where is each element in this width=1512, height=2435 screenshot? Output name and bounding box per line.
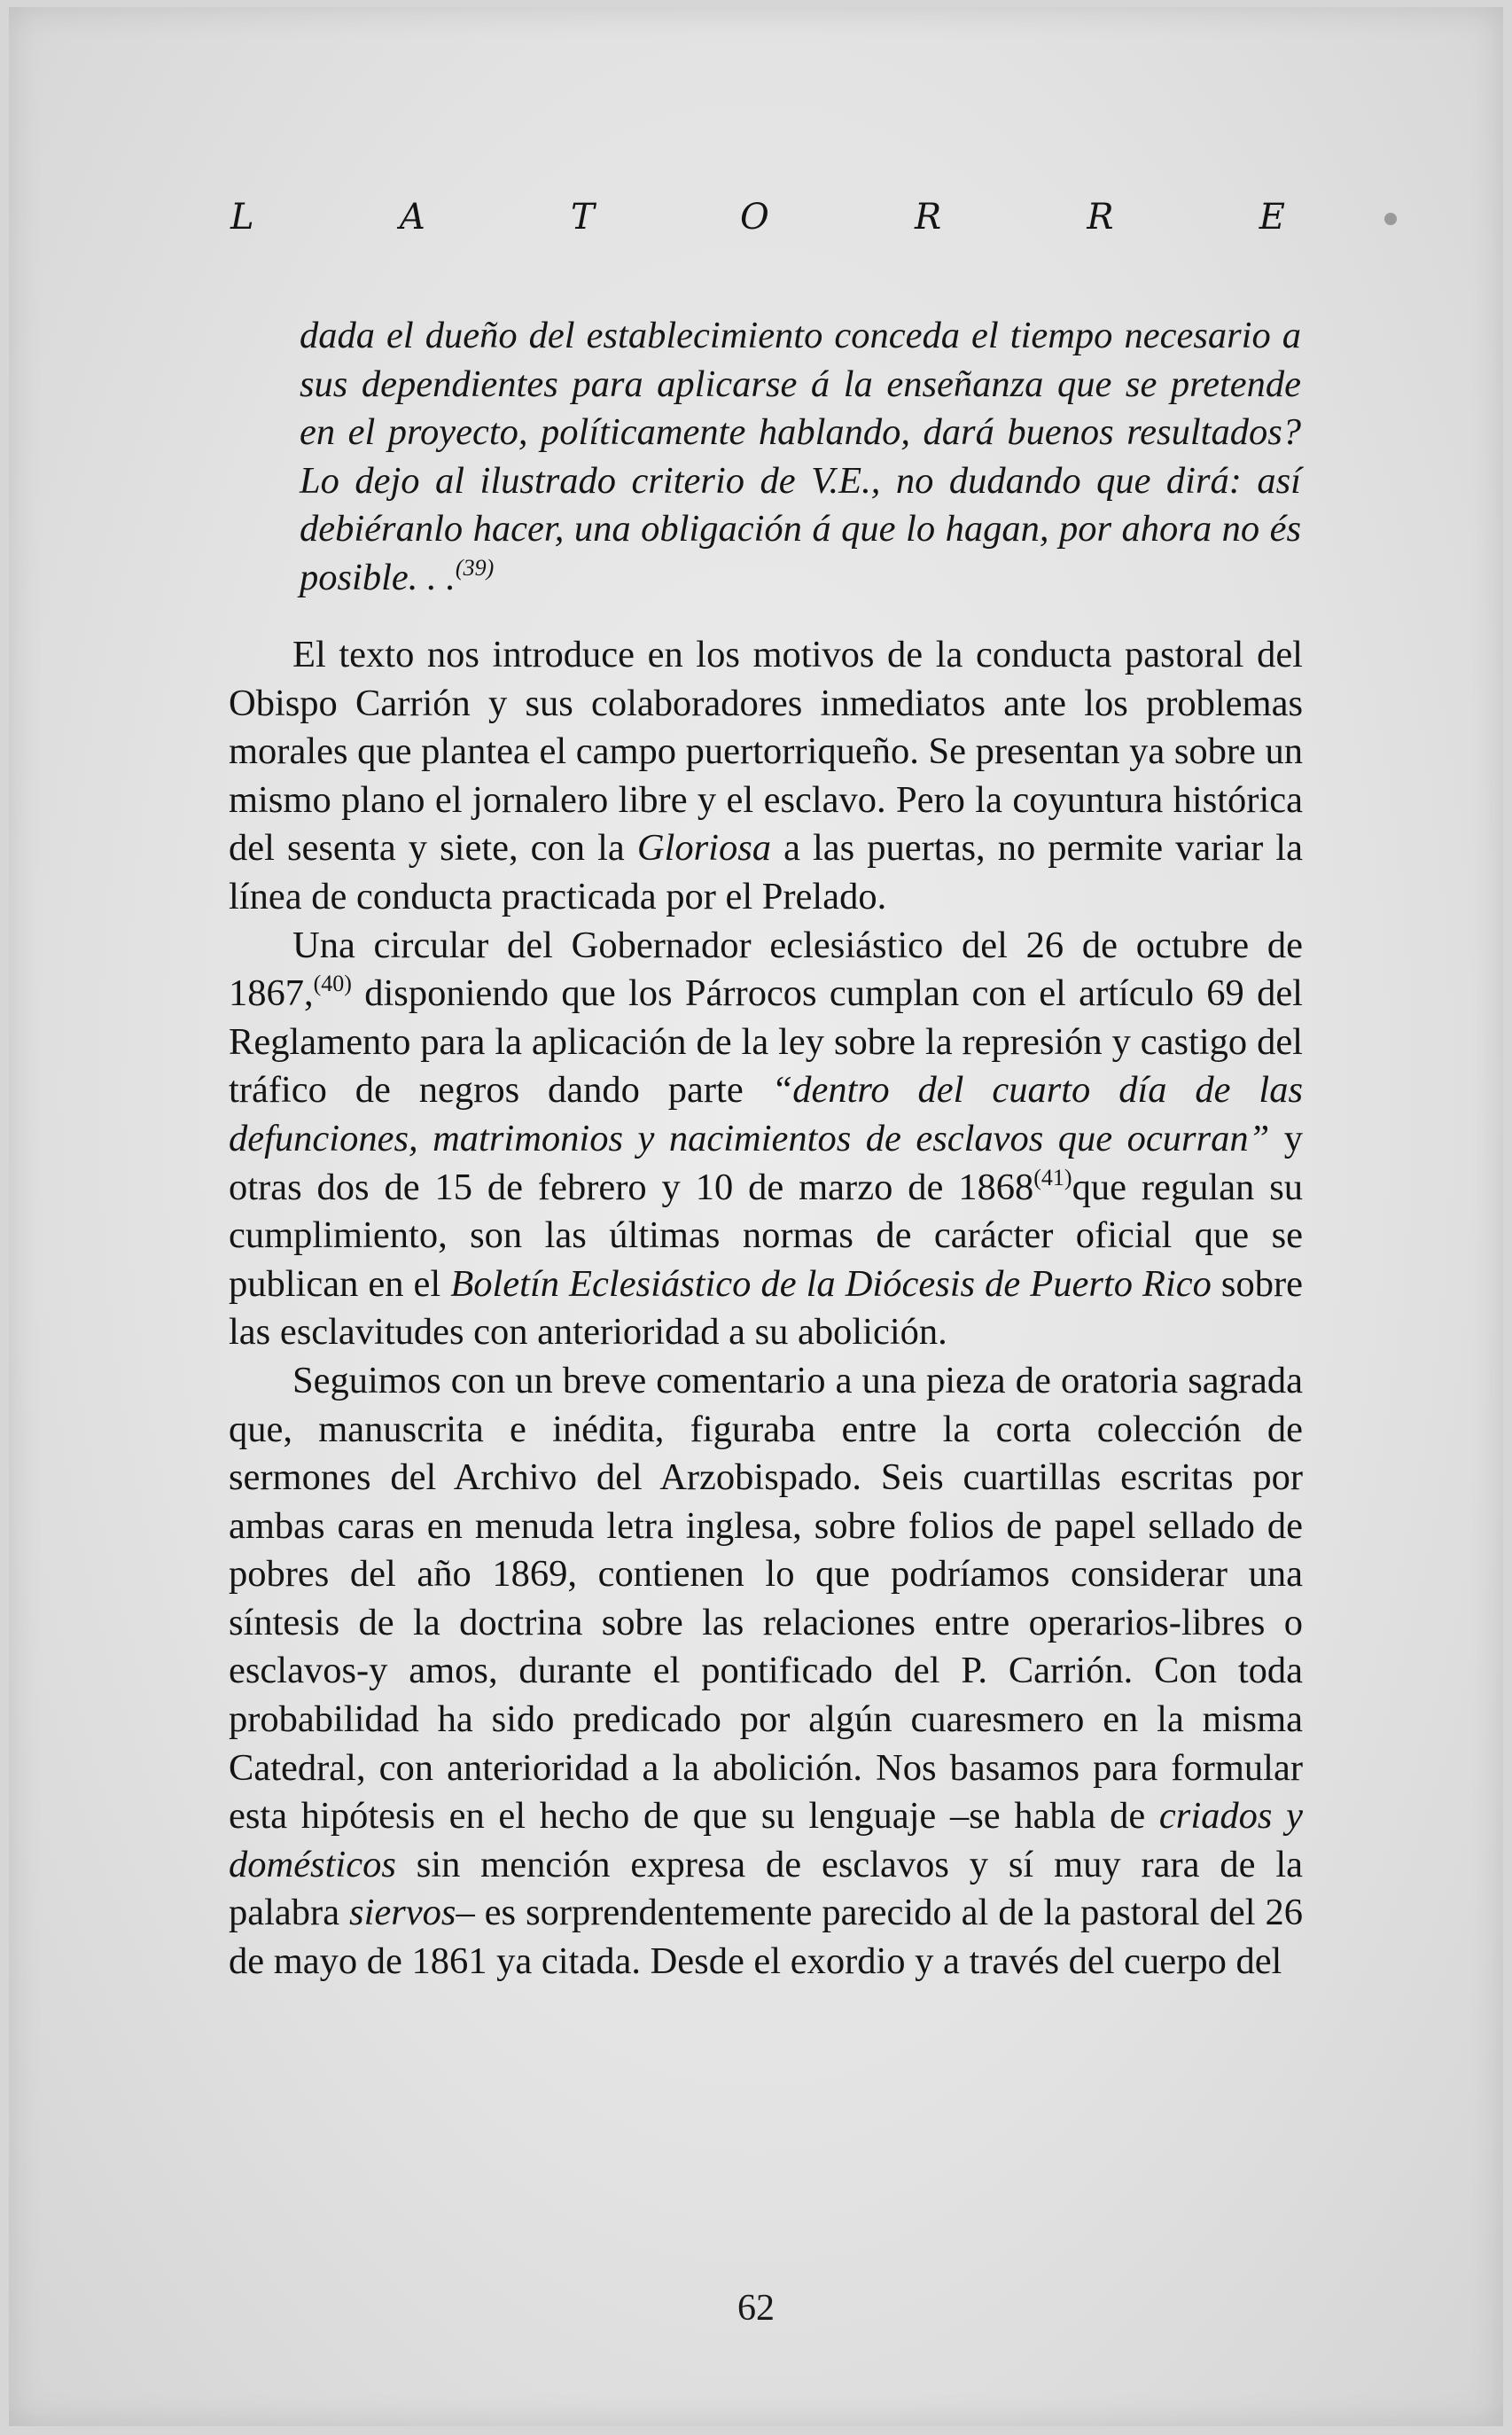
- running-head-letter: T: [570, 197, 595, 238]
- page-number: 62: [737, 2288, 775, 2329]
- running-head-letter: E: [1259, 197, 1285, 238]
- running-head: [230, 197, 1285, 238]
- body-text: [229, 631, 1303, 1986]
- italic-phrase: criados y domésticos: [229, 1795, 1303, 1885]
- paragraph-text: y otras dos de 15 de febrero y 10 de marzo de 1868: [229, 1117, 1303, 1208]
- italic-title: Boletín Eclesiástico de la Diócesis de Puerto Rico: [450, 1262, 1212, 1305]
- footnote-ref: (39): [455, 554, 495, 581]
- paragraph-text: Seguimos con un breve comentario a una pieza de oratoria sagrada que, manuscrita e inédita, figuraba entre la corta colección de sermones del Archivo del Arzobispado. Seis cuartillas escritas por ambas caras en menuda letra inglesa, sobre folios de papel sellado de pobres del año 1869, contienen lo que podríamos considerar una síntesis de la doctrina sobre las relaciones entre operarios-libres o esclavos-y amos, durante el pontificado del P. Carrión. Con toda probabilidad ha sido predicado por algún cuaresmero en la misma Catedral, con anterioridad a la abolición. Nos basamos para formular esta hipótesis en el hecho de que su lenguaje –se habla de: [229, 1359, 1303, 1838]
- paragraph: [229, 922, 1303, 1357]
- paragraph-text: sobre las esclavitudes con anterioridad a su abolición.: [229, 1262, 1303, 1354]
- ink-speck: [1384, 213, 1397, 225]
- paragraph-text: – es sorprendentemente parecido al de la pastoral del 26 de mayo de 1861 ya citada. Desde el exordio y a través del cuerpo del: [229, 1892, 1304, 1983]
- paragraph-text: El texto nos introduce en los motivos de la conducta pastoral del Obispo Carrión y sus colaboradores inmediatos ante los problemas morales que plantea el campo puertorriqueño. Se presentan ya sobre un mismo plano el jornalero libre y el esclavo. Pero la coyuntura histórica del sesenta y siete, con la: [229, 634, 1303, 870]
- italic-title: Gloriosa: [636, 827, 771, 870]
- paragraph-text: a las puertas, no permite variar la línea de conducta practicada por el Prelado.: [229, 827, 1303, 917]
- running-head-letter: A: [399, 197, 425, 238]
- italic-quote: “dentro del cuarto día de las defunciones, matrimonios y nacimientos de esclavos que ocurran”: [229, 1069, 1304, 1159]
- paragraph: [229, 1357, 1303, 1986]
- running-head-letter: R: [915, 197, 942, 238]
- quote-paragraph: [300, 312, 1301, 602]
- italic-phrase: siervos: [349, 1892, 456, 1934]
- running-head-letter: O: [739, 197, 769, 238]
- footnote-ref: (40): [313, 971, 352, 997]
- footnote-ref: (41): [1033, 1164, 1072, 1190]
- paragraph-text: Una circular del Gobernador eclesiástico del 26 de octubre de 1867,: [229, 924, 1303, 1015]
- paragraph-text: disponiendo que los Párrocos cumplan con el artículo 69 del Reglamento para la aplicación de la ley sobre la represión y castigo del tráfico de negros dando parte: [229, 972, 1303, 1112]
- running-head-letter: L: [230, 197, 254, 238]
- quote-text: dada el dueño del establecimiento conceda el tiempo necesario a sus dependientes para aplicarse á la enseñanza que se pretende en el proyecto, políticamente hablando, dará buenos resultados? Lo dejo al ilustrado criterio de V.E., no dudando que dirá: así debiéranlo hacer, una obligación á que lo hagan, por ahora no és posible. . .: [300, 315, 1301, 598]
- block-quote: [300, 312, 1301, 602]
- paragraph: [229, 631, 1303, 922]
- paragraph-text: sin mención expresa de esclavos y sí muy rara de la palabra: [229, 1843, 1303, 1934]
- paragraph-text: que regulan su cumplimiento, son las últimas normas de carácter oficial que se publican en el: [229, 1166, 1304, 1305]
- running-head-letter: R: [1087, 197, 1114, 238]
